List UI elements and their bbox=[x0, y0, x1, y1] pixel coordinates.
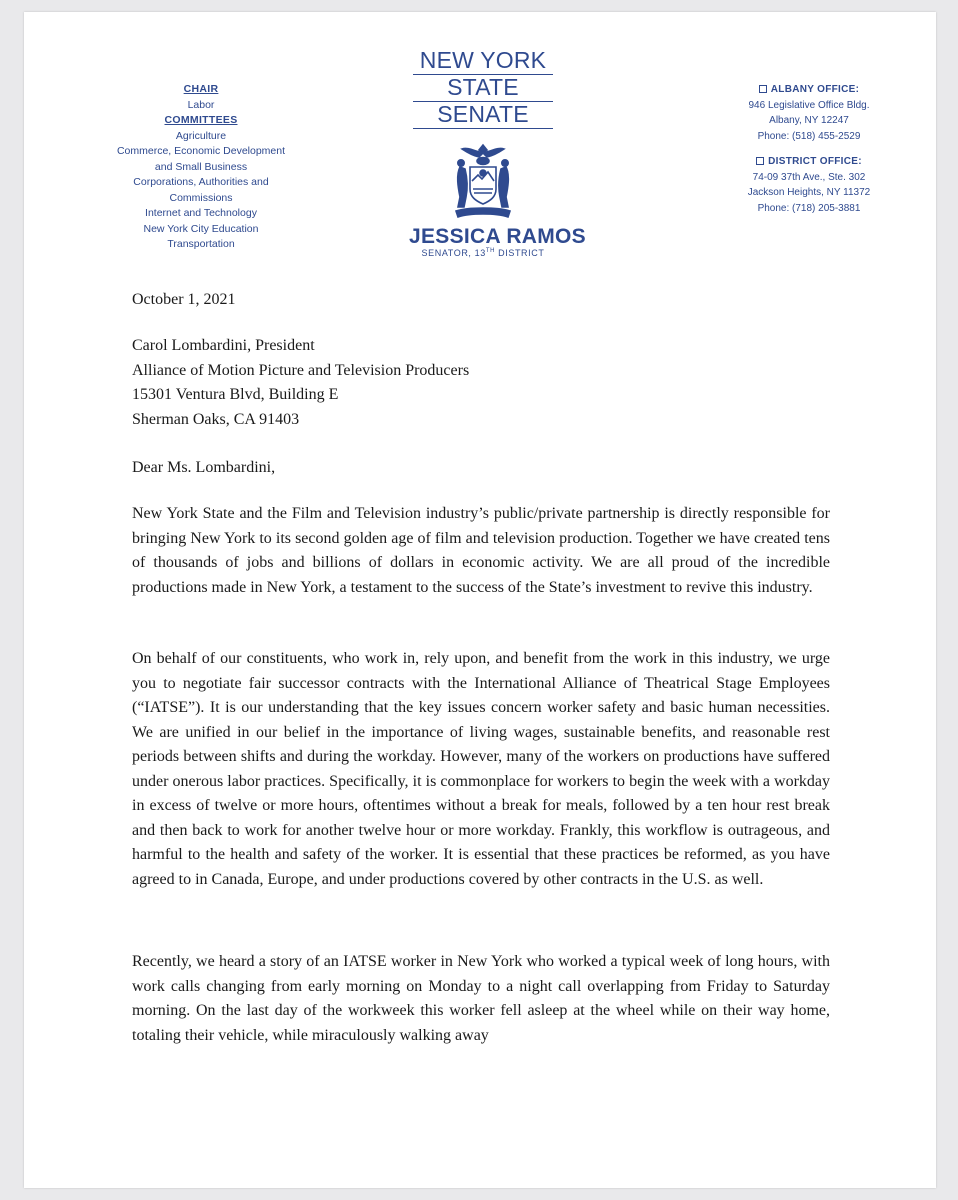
letter-date: October 1, 2021 bbox=[132, 291, 236, 308]
paragraph: New York State and the Film and Television industry’s public/private partnership is directly responsible for bringing New York to its second golden age of film and television production. Together we have created tens of thousands of jobs and billions of dollars in economic activity. We are all proud of the incredible productions made in New York, a testament to the success of the State’s investment to revive this industry. bbox=[132, 505, 830, 596]
state-seal-icon bbox=[446, 141, 520, 221]
recipient-line: Sherman Oaks, CA 91403 bbox=[132, 410, 300, 428]
albany-office-phone: Phone: (518) 455-2529 bbox=[757, 130, 861, 142]
salutation: Dear Ms. Lombardini, bbox=[132, 459, 276, 476]
committee-item: Commerce, Economic Development bbox=[116, 145, 286, 157]
senate-header bbox=[409, 47, 586, 258]
district-office-line: 74-09 37th Ave., Ste. 302 bbox=[752, 171, 866, 183]
senator-title: SENATOR, 13TH DISTRICT bbox=[421, 248, 545, 258]
title-divider bbox=[413, 128, 553, 129]
recipient-address bbox=[132, 334, 830, 432]
senate-title-line: STATE bbox=[447, 74, 519, 100]
office-contacts bbox=[714, 82, 904, 216]
letter-page bbox=[24, 12, 936, 1188]
checkbox-icon bbox=[759, 85, 767, 93]
recipient-line: Carol Lombardini, President bbox=[132, 337, 315, 354]
albany-office-heading: ALBANY OFFICE: bbox=[714, 82, 904, 98]
committee-item: and Small Business bbox=[154, 160, 248, 173]
district-office-phone: Phone: (718) 205-3881 bbox=[757, 202, 861, 214]
committee-item: Corporations, Authorities and bbox=[133, 176, 269, 188]
committee-item: Internet and Technology bbox=[145, 207, 257, 219]
committee-list bbox=[76, 82, 326, 253]
committee-item: Transportation bbox=[167, 238, 235, 250]
committee-item: Agriculture bbox=[175, 129, 227, 142]
albany-office-line: Albany, NY 12247 bbox=[769, 115, 849, 126]
district-office-heading: DISTRICT OFFICE: bbox=[714, 154, 904, 170]
chair-heading: CHAIR bbox=[183, 83, 219, 95]
checkbox-icon bbox=[756, 157, 764, 165]
senate-title-line: NEW YORK bbox=[419, 47, 547, 73]
committees-heading: COMMITTEES bbox=[164, 114, 238, 126]
chair-value: Labor bbox=[187, 98, 215, 111]
paragraph: Recently, we heard a story of an IATSE worker in New York who worked a typical week of long hours, with work calls changing from early morning on Monday to a night call overlapping from Friday to Saturday morning. On the last day of the workweek this worker fell asleep at the wheel while on their way home, totaling their vehicle, while miraculously walking away bbox=[132, 953, 830, 1044]
recipient-line: Alliance of Motion Picture and Television Producers bbox=[132, 361, 470, 379]
committee-item: New York City Education bbox=[143, 222, 259, 235]
paragraph: On behalf of our constituents, who work in, rely upon, and benefit from the work in this industry, we urge you to negotiate fair successor contracts with the International Alliance of Theatrical Stage Employees (“IATSE”). It is our understanding that the key issues concern worker safety and basic human necessities. We are unified in our belief in the importance of living wages, sustainable benefits, and reasonable rest periods between shifts and during the workday. However, many of the workers on productions have suffered under onerous labor practices. Specifically, it is commonplace for workers to begin the week with a workday in excess of twelve or more hours, oftentimes without a break for meals, followed by a ten hour rest break and then back to work for another twelve hour or more workday. Frankly, this workflow is outrageous, and harmful to the health and safety of the worker. It is essential that these practices be reformed, as you have agreed to in Canada, Europe, and under productions covered by other contracts in the U.S. as well. bbox=[132, 650, 830, 888]
senate-title-line: SENATE bbox=[437, 101, 529, 127]
committee-item: Commissions bbox=[169, 191, 233, 204]
district-office-line: Jackson Heights, NY 11372 bbox=[747, 187, 871, 198]
albany-office-line: 946 Legislative Office Bldg. bbox=[748, 99, 870, 111]
recipient-line: 15301 Ventura Blvd, Building E bbox=[132, 386, 339, 403]
senator-name: JESSICA RAMOS bbox=[409, 225, 586, 248]
